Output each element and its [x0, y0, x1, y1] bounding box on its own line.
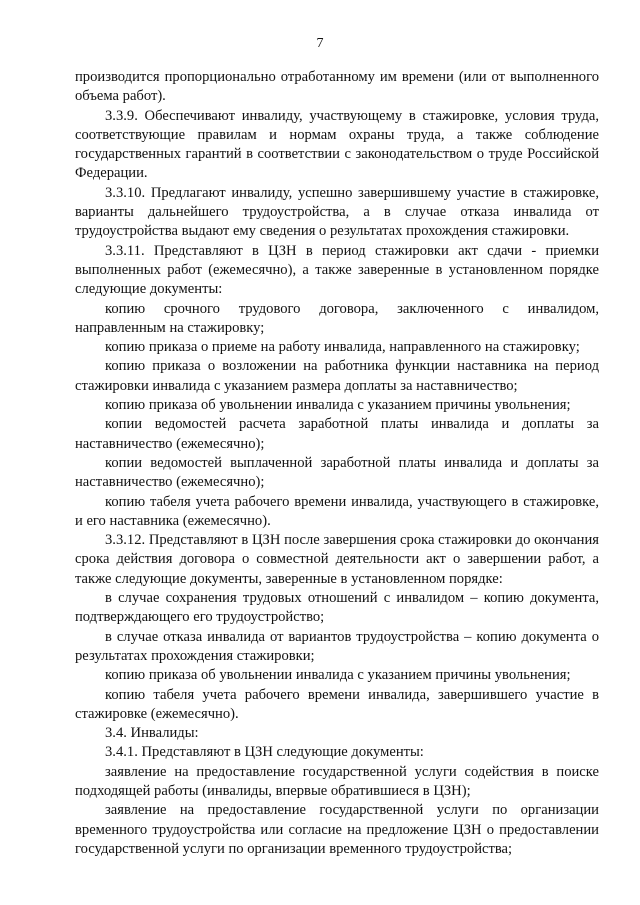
paragraph: заявление на предоставление государственной услуги содействия в поиске подходящей работы (инвалиды, впервые обратившиеся в ЦЗН); — [75, 763, 599, 799]
paragraph: копию табеля учета рабочего времени инвалида, участвующего в стажировке, и его наставника (ежемесячно). — [75, 493, 599, 529]
paragraph: производится пропорционально отработанному им времени (или от выполненного объема работ). — [75, 69, 599, 105]
paragraph: заявление на предоставление государственной услуги по организации временного трудоустройства или согласие на предложение ЦЗН о предоставлении государственной услуги по организации временного трудоустройства; — [75, 802, 599, 857]
paragraph: 3.3.10. Предлагают инвалиду, успешно завершившему участие в стажировке, варианты дальнейшего трудоустройства, а в случае отказа инвалида от трудоустройства выдают ему сведения о результатах прохождения стажировки. — [75, 184, 599, 240]
paragraph: копию приказа о приеме на работу инвалида, направленного на стажировку; — [105, 339, 580, 356]
paragraph: 3.3.12. Представляют в ЦЗН после завершения срока стажировки до окончания срока действия договора о совместной деятельности акт о завершении работ, а также следующие документы, заверенные в установленном порядке: — [75, 532, 599, 587]
paragraph: копию срочного трудового договора, заключенного с инвалидом, направленным на стажировку; — [75, 300, 599, 336]
section-heading: 3.4. Инвалиды: — [105, 725, 199, 742]
page-number: 7 — [316, 36, 324, 51]
paragraph: 3.4.1. Представляют в ЦЗН следующие документы: — [105, 744, 424, 761]
paragraph: в случае отказа инвалида от вариантов трудоустройства – копию документа о результатах прохождения стажировки; — [75, 628, 599, 664]
paragraph: 3.3.11. Представляют в ЦЗН в период стажировки акт сдачи - приемки выполненных работ (ежемесячно), а также заверенные в установленном порядке следующие документы: — [75, 242, 599, 298]
paragraph: 3.3.9. Обеспечивают инвалиду, участвующему в стажировке, условия труда, соответствующие правилам и нормам охраны труда, а также соблюдение государственных гарантий в соответствии с законодательством о труде Российской Федерации. — [75, 107, 599, 182]
paragraph: в случае сохранения трудовых отношений с инвалидом – копию документа, подтверждающего его трудоустройство; — [75, 590, 599, 626]
paragraph: копии ведомостей расчета заработной платы инвалида и доплаты за наставничество (ежемесячно); — [75, 416, 599, 452]
document-body — [75, 68, 599, 859]
paragraph: копию табеля учета рабочего времени инвалида, завершившего участие в стажировке (ежемесячно). — [75, 686, 599, 722]
paragraph: копию приказа о возложении на работника функции наставника на период стажировки инвалида с указанием размера доплаты за наставничество; — [75, 358, 599, 394]
paragraph: копию приказа об увольнении инвалида с указанием причины увольнения; — [105, 397, 571, 414]
paragraph: копии ведомостей выплаченной заработной платы инвалида и доплаты за наставничество (ежемесячно); — [75, 454, 599, 491]
paragraph: копию приказа об увольнении инвалида с указанием причины увольнения; — [105, 667, 571, 684]
